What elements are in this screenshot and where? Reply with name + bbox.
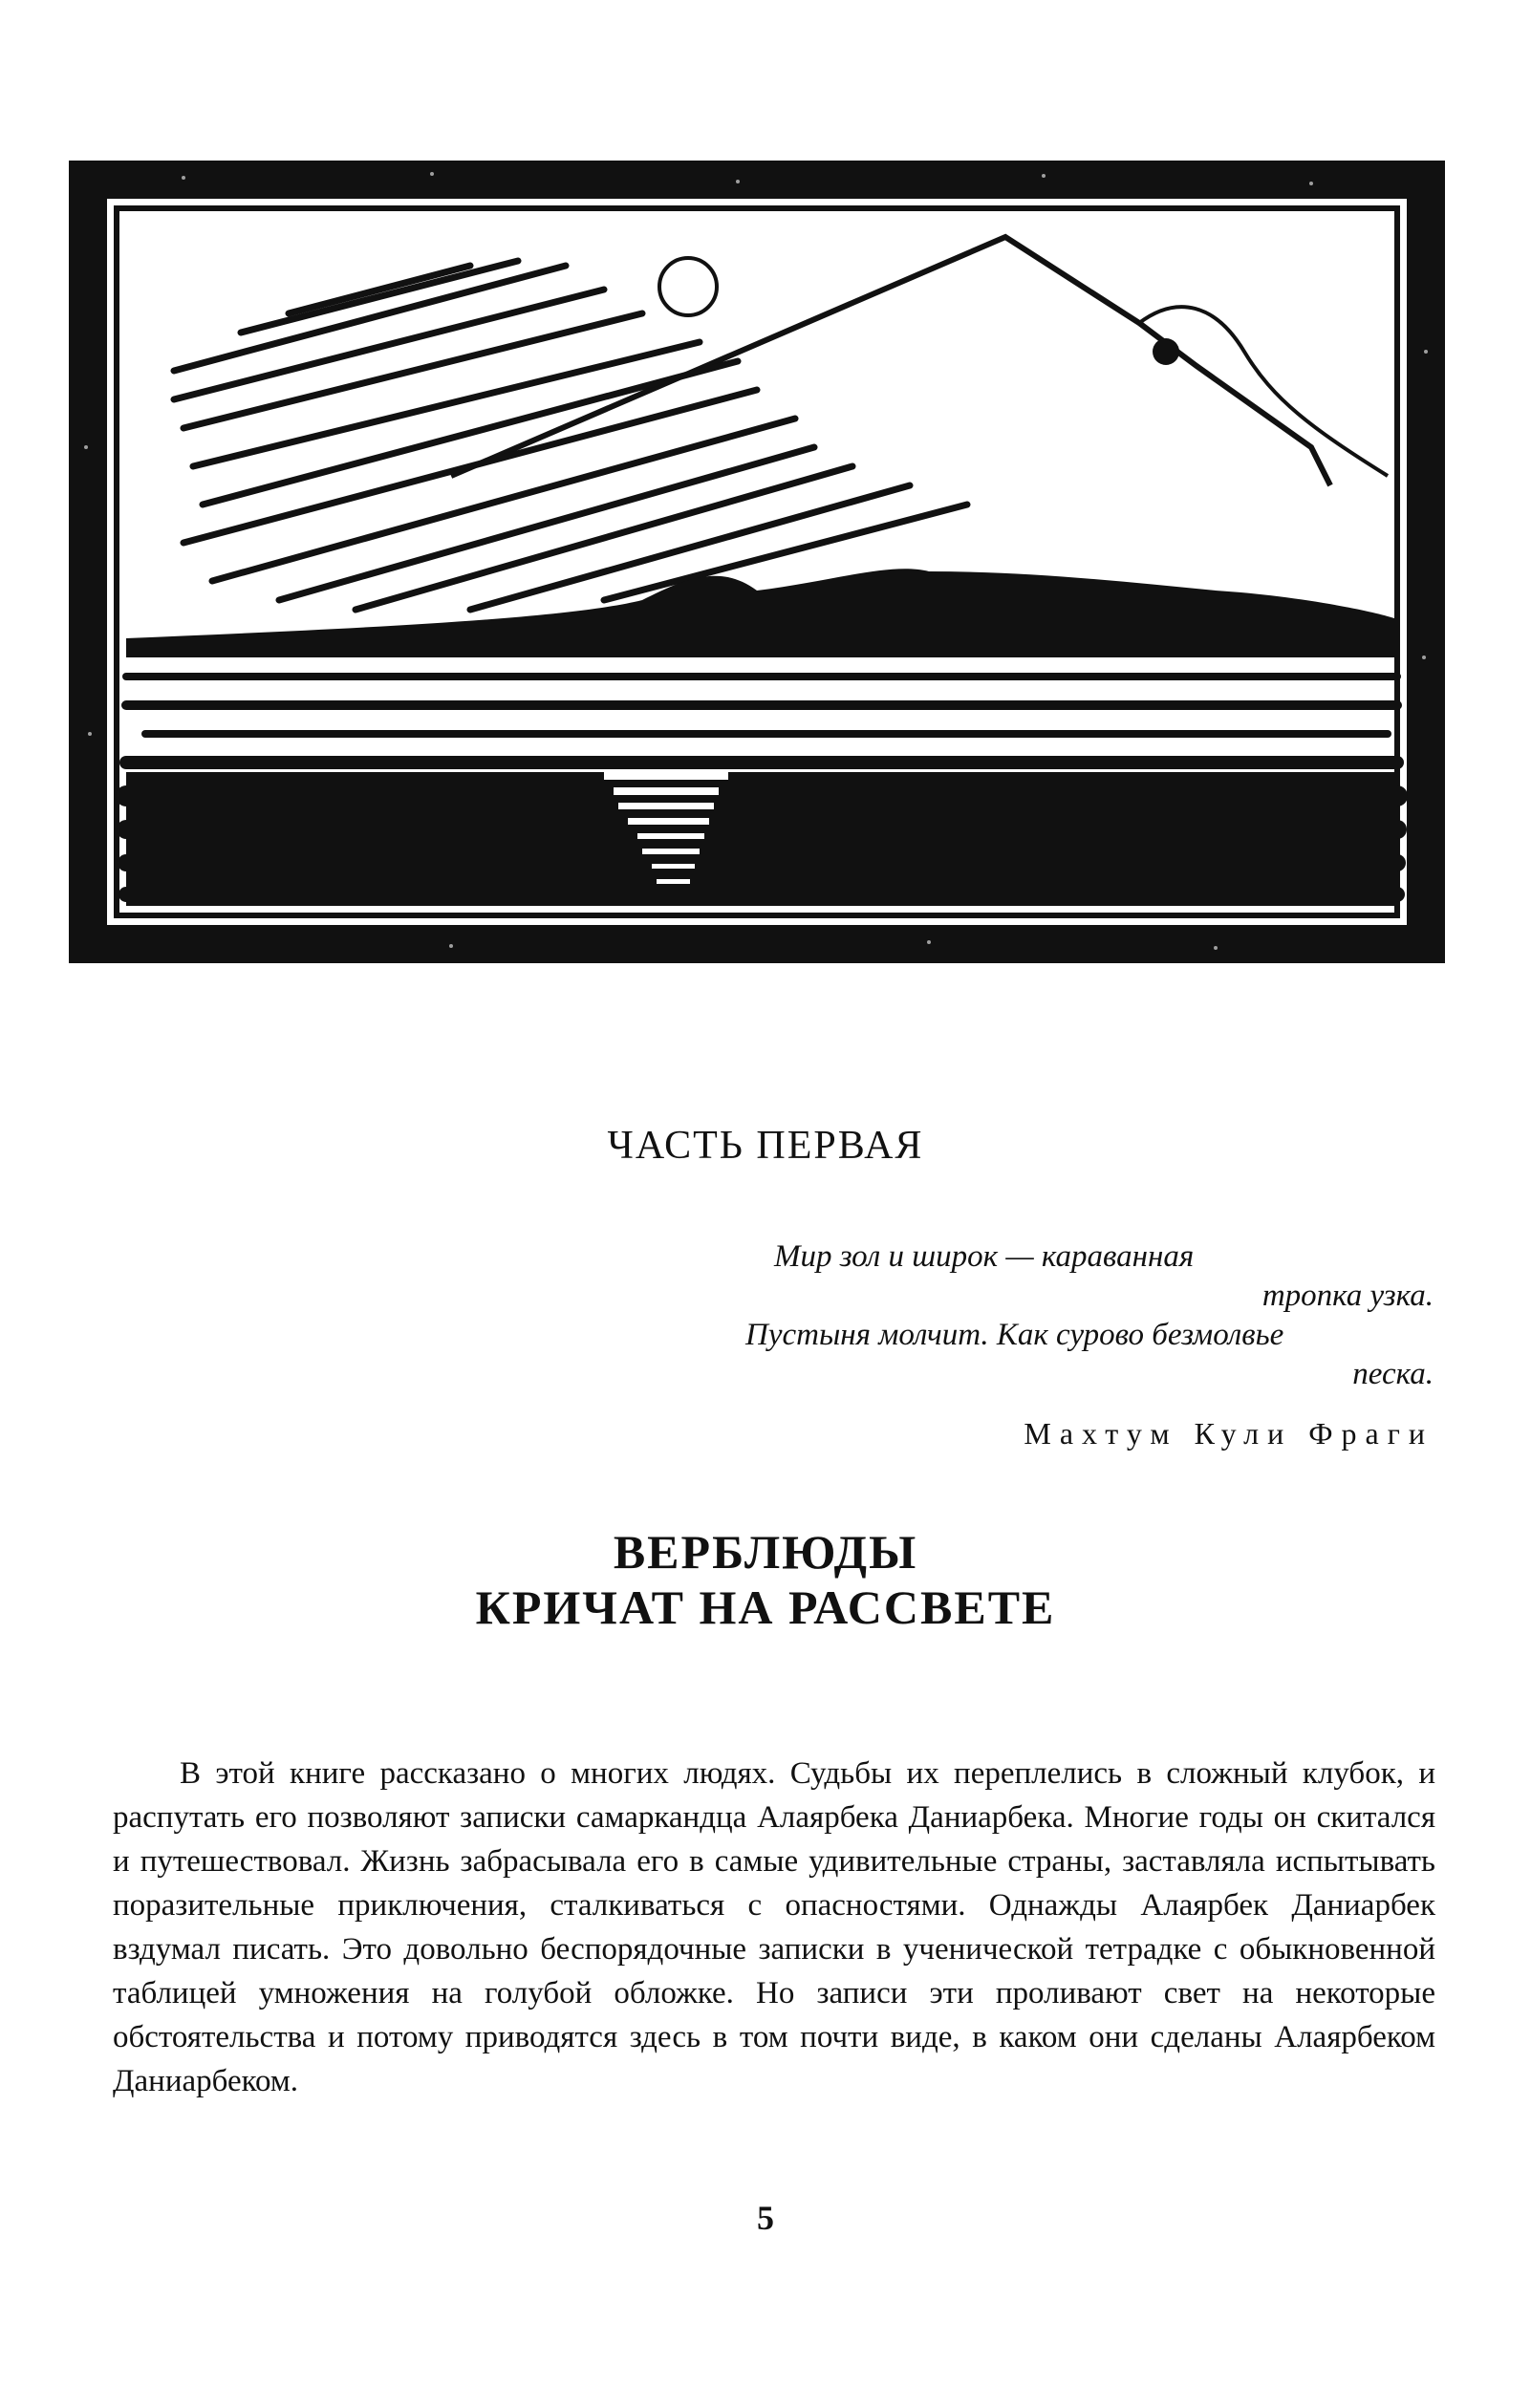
chapter-title-line: ВЕРБЛЮДЫ	[613, 1525, 918, 1579]
chapter-title-line: КРИЧАТ НА РАССВЕТЕ	[475, 1580, 1056, 1634]
page-number: 5	[757, 2199, 774, 2237]
epigraph-line: Мир зол и широк — караванная	[774, 1239, 1195, 1274]
epigraph-line: песка.	[1352, 1357, 1434, 1391]
epigraph-line: тропка узка.	[1261, 1279, 1434, 1313]
body-paragraph: В этой книге рассказано о многих людях. Судьбы их переплелись в сложный клубок, и распутать его позволяют записки самаркандца Алаярбека Даниарбека. Многие годы он скитался и путешествовал. Жизнь забрасывала его в самые удивительные страны, заставляла испытывать поразительные приключения, сталкиваться с опасностями. Однажды Алаярбек Даниарбек вздумал писать. Это довольно беспорядочные записки в ученической тетрадке с обыкновенной таблицей умножения на голубой обложке. Но записи эти проливают свет на некоторые обстоятельства и потому приводятся здесь в том почти виде, в каком они сделаны Алаярбеком Даниарбеком.	[113, 1756, 1435, 2098]
epigraph-line: Пустыня молчит. Как сурово безмолвье	[745, 1318, 1284, 1352]
chapter-title	[0, 1524, 1531, 1635]
epigraph-author: Махтум Кули Фраги	[1024, 1416, 1434, 1451]
landscape-illustration	[69, 161, 1445, 963]
part-title: ЧАСТЬ ПЕРВАЯ	[607, 1124, 924, 1168]
epigraph	[745, 1237, 1434, 1394]
